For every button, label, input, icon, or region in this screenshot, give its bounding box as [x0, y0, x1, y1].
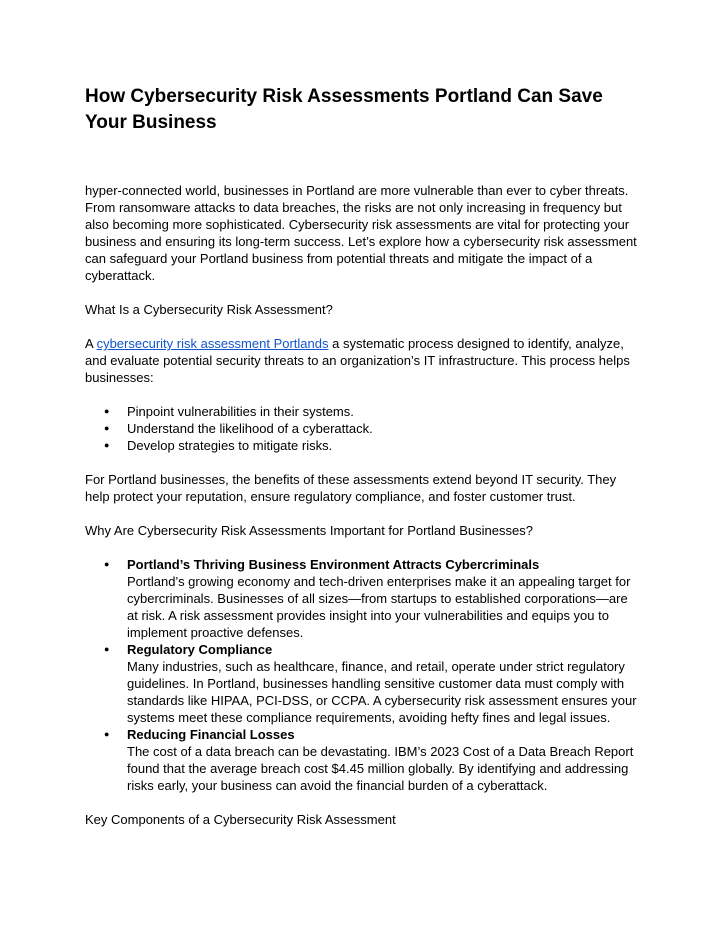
bullet-icon: ● — [104, 644, 110, 654]
page-title: How Cybersecurity Risk Assessments Portland Can Save Your Business — [85, 86, 603, 133]
definition-suffix: a systematic process designed to identify, analyze, and evaluate potential security threats to an organization’s IT infrastructure. This process helps businesses: — [85, 336, 630, 385]
bullet-icon: ● — [104, 729, 110, 739]
definition-paragraph — [85, 335, 640, 386]
list-item — [85, 437, 640, 454]
list-item — [85, 420, 640, 437]
reason-body: The cost of a data breach can be devastating. IBM’s 2023 Cost of a Data Breach Report found that the average breach cost $4.45 million globally. By identifying and addressing risks early, your business can avoid the financial burden of a cyberattack. — [127, 744, 634, 793]
reason-item — [85, 726, 640, 794]
reason-item — [85, 641, 640, 726]
list-item-text: Pinpoint vulnerabilities in their systems. — [127, 404, 354, 419]
reasons-list — [85, 556, 640, 794]
intro-paragraph: hyper-connected world, businesses in Portland are more vulnerable than ever to cyber threats. From ransomware attacks to data breaches, the risks are not only increasing in frequency but also becoming more sophisticated. Cybersecurity risk assessments are vital for protecting your business and ensuring its long-term success. Let’s explore how a cybersecurity risk assessment can safeguard your Portland business from potential threats and mitigate the impact of a cyberattack. — [85, 183, 637, 283]
reason-body: Many industries, such as healthcare, finance, and retail, operate under strict regulatory guidelines. In Portland, businesses handling sensitive customer data must comply with standards like HIPAA, PCI-DSS, or CCPA. A cybersecurity risk assessment ensures your systems meet these compliance requirements, avoiding hefty fines and legal issues. — [127, 659, 637, 725]
list-item-text: Understand the likelihood of a cyberattack. — [127, 421, 373, 436]
reason-item — [85, 556, 640, 641]
section-heading-components: Key Components of a Cybersecurity Risk Assessment — [85, 812, 396, 827]
reason-title: Regulatory Compliance — [127, 642, 273, 657]
definition-prefix: A — [85, 336, 97, 351]
bullet-icon: ● — [104, 423, 110, 433]
helps-list — [85, 403, 640, 454]
reason-title: Reducing Financial Losses — [127, 727, 295, 742]
section-heading-what: What Is a Cybersecurity Risk Assessment? — [85, 302, 333, 317]
reason-body: Portland’s growing economy and tech-driven enterprises make it an appealing target for cybercriminals. Businesses of all sizes—from startups to established corporations—are at risk. A risk assessment provides insight into your vulnerabilities and equips you to implement proactive defenses. — [127, 574, 631, 640]
list-item — [85, 403, 640, 420]
section-heading-why: Why Are Cybersecurity Risk Assessments Important for Portland Businesses? — [85, 523, 533, 538]
bullet-icon: ● — [104, 440, 110, 450]
reason-title: Portland’s Thriving Business Environment Attracts Cybercriminals — [127, 557, 540, 572]
bullet-icon: ● — [104, 559, 110, 569]
list-item-text: Develop strategies to mitigate risks. — [127, 438, 333, 453]
bullet-icon: ● — [104, 406, 110, 416]
cybersecurity-risk-assessment-link[interactable]: cybersecurity risk assessment Portlands — [96, 336, 329, 351]
document-page — [85, 84, 640, 828]
benefits-paragraph: For Portland businesses, the benefits of these assessments extend beyond IT security. They help protect your reputation, ensure regulatory compliance, and foster customer trust. — [85, 472, 617, 504]
